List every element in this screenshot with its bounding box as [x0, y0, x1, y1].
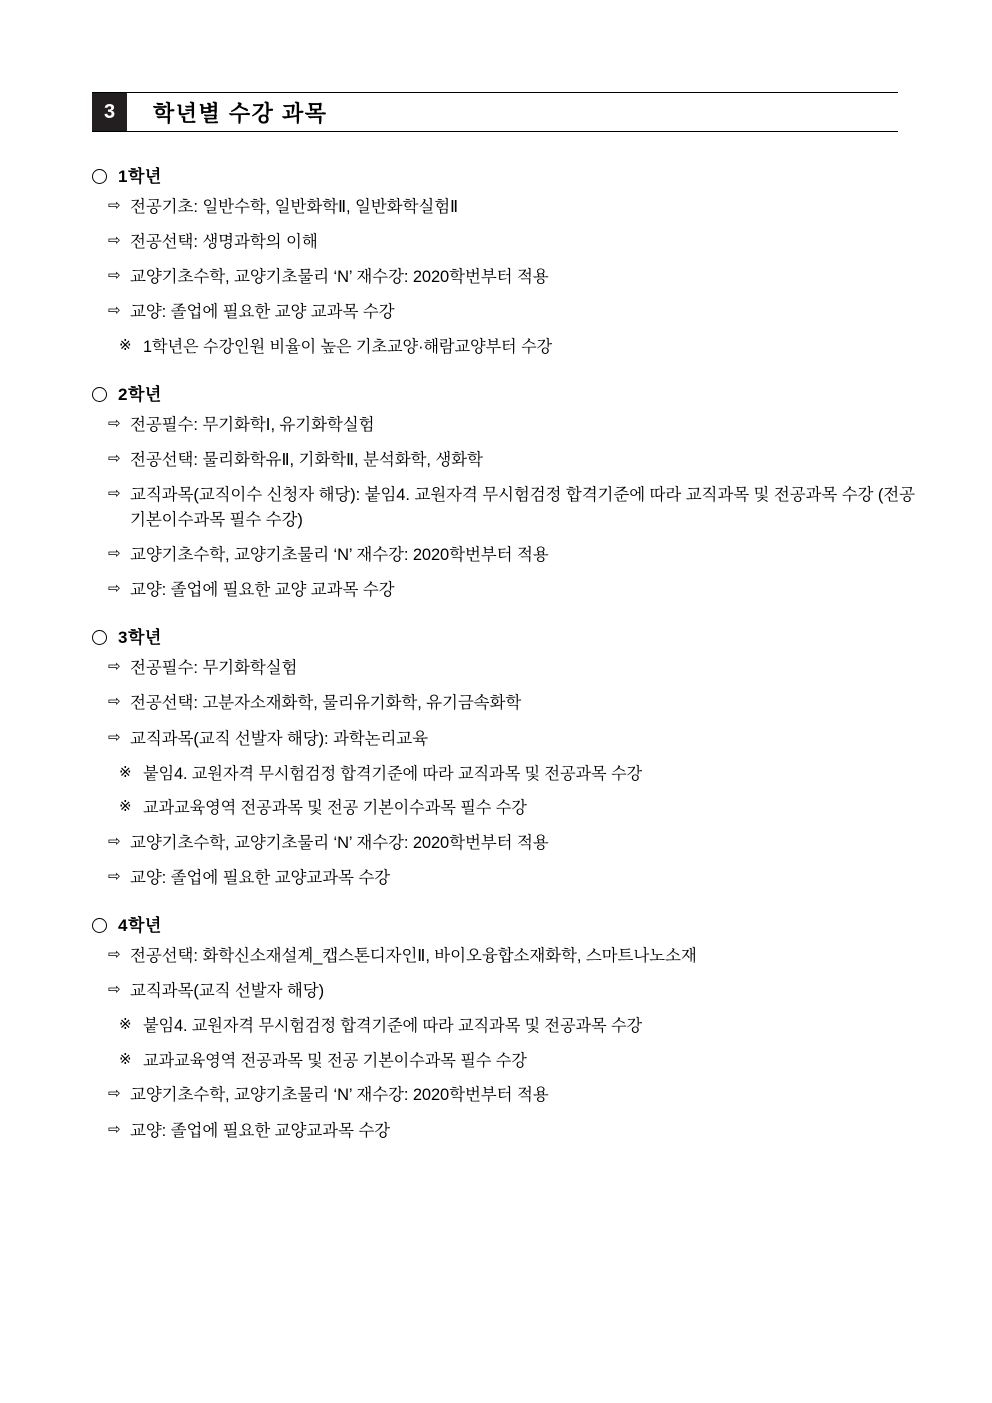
list-item-text: 교양: 졸업에 필요한 교양교과목 수강	[130, 868, 391, 887]
note-asterisk-icon: ※	[119, 1050, 132, 1068]
list-item	[92, 230, 942, 255]
list-item-text: 전공선택: 화학신소재설계_캡스톤디자인Ⅱ, 바이오융합소재화학, 스마트나노소재	[130, 947, 697, 966]
arrow-right-icon: ⇨	[108, 545, 121, 563]
list-item-text: 교양: 졸업에 필요한 교양교과목 수강	[130, 1121, 391, 1140]
section-number-badge: 3	[92, 93, 127, 131]
list-item-text: 교양기초수학, 교양기초물리 ‘N’ 재수강: 2020학번부터 적용	[130, 1086, 549, 1105]
list-item	[92, 1083, 942, 1108]
list-item	[92, 578, 942, 603]
circle-bullet-icon	[92, 387, 107, 402]
list-item-text: 전공필수: 무기화학Ⅰ, 유기화학실험	[130, 415, 375, 434]
list-item	[92, 448, 942, 473]
note-asterisk-icon: ※	[119, 1016, 132, 1034]
list-item-text: 교과교육영역 전공과목 및 전공 기본이수과목 필수 수강	[143, 799, 527, 818]
list-item	[92, 796, 942, 821]
grade-block	[92, 386, 942, 603]
list-item-text: 교양기초수학, 교양기초물리 ‘N’ 재수강: 2020학번부터 적용	[130, 546, 549, 565]
arrow-right-icon: ⇨	[108, 485, 121, 503]
list-item	[92, 866, 942, 891]
arrow-right-icon: ⇨	[108, 832, 121, 850]
circle-bullet-icon	[92, 918, 107, 933]
list-item	[92, 543, 942, 568]
note-asterisk-icon: ※	[119, 798, 132, 816]
section-header	[92, 92, 898, 132]
circle-bullet-icon	[92, 630, 107, 645]
list-item-text: 전공선택: 고분자소재화학, 물리유기화학, 유기금속화학	[130, 694, 522, 713]
grade-item-list	[92, 656, 942, 891]
arrow-right-icon: ⇨	[108, 197, 121, 214]
list-item	[92, 656, 942, 681]
list-item	[92, 300, 942, 325]
arrow-right-icon: ⇨	[108, 450, 121, 468]
list-item-text: 교양기초수학, 교양기초물리 ‘N’ 재수강: 2020학번부터 적용	[130, 833, 549, 852]
grade-label: 4학년	[118, 916, 162, 936]
list-item-text: 교직과목(교직 선발자 해당)	[130, 982, 324, 1001]
list-item	[92, 944, 942, 969]
grade-block	[92, 168, 942, 360]
list-item-text: 전공선택: 물리화학유Ⅱ, 기화학Ⅱ, 분석화학, 생화학	[130, 451, 483, 470]
arrow-right-icon: ⇨	[108, 1085, 121, 1103]
arrow-right-icon: ⇨	[108, 580, 121, 598]
list-item	[92, 1119, 942, 1144]
list-item	[92, 195, 942, 220]
list-item	[92, 979, 942, 1004]
arrow-right-icon: ⇨	[108, 414, 121, 432]
grade-item-list	[92, 413, 942, 603]
note-asterisk-icon: ※	[119, 337, 132, 355]
list-item	[92, 691, 942, 716]
arrow-right-icon: ⇨	[108, 658, 121, 676]
content-body	[92, 168, 942, 1170]
list-item-text: 교과교육영역 전공과목 및 전공 기본이수과목 필수 수강	[143, 1051, 527, 1070]
grade-heading	[92, 168, 942, 185]
grade-label: 1학년	[118, 167, 162, 186]
arrow-right-icon: ⇨	[108, 867, 121, 885]
list-item-text: 1학년은 수강인원 비율이 높은 기초교양·해람교양부터 수강	[143, 338, 553, 357]
list-item-text: 붙임4. 교원자격 무시험검정 합격기준에 따라 교직과목 및 전공과목 수강	[143, 1017, 643, 1036]
arrow-right-icon: ⇨	[108, 728, 121, 746]
list-item	[92, 831, 942, 856]
header-row	[92, 93, 898, 131]
grade-item-list	[92, 944, 942, 1144]
grade-block	[92, 917, 942, 1144]
grade-heading	[92, 917, 942, 934]
list-item	[92, 335, 942, 360]
note-asterisk-icon: ※	[119, 763, 132, 781]
arrow-right-icon: ⇨	[108, 693, 121, 711]
list-item-text: 붙임4. 교원자격 무시험검정 합격기준에 따라 교직과목 및 전공과목 수강	[143, 764, 643, 783]
list-item	[92, 413, 942, 438]
arrow-right-icon: ⇨	[108, 981, 121, 999]
header-bottom-rule	[92, 131, 898, 132]
list-item-text: 교양: 졸업에 필요한 교양 교과목 수강	[130, 581, 395, 600]
list-item	[92, 727, 942, 752]
grade-label: 2학년	[118, 384, 162, 404]
list-item-text: 전공기초: 일반수학, 일반화학Ⅱ, 일반화학실험Ⅱ	[130, 198, 459, 216]
circle-bullet-icon	[92, 169, 107, 184]
grade-item-list	[92, 195, 942, 360]
list-item	[92, 483, 942, 533]
grade-heading	[92, 386, 942, 403]
list-item-text: 교직과목(교직 선발자 해당): 과학논리교육	[130, 729, 428, 748]
page-title: 학년별 수강 과목	[153, 100, 328, 126]
list-item-text: 교양: 졸업에 필요한 교양 교과목 수강	[130, 303, 395, 322]
grade-label: 3학년	[118, 628, 162, 648]
arrow-right-icon: ⇨	[108, 946, 121, 964]
list-item	[92, 762, 942, 787]
list-item	[92, 265, 942, 290]
list-item-text: 교양기초수학, 교양기초물리 ‘N’ 재수강: 2020학번부터 적용	[130, 268, 549, 287]
grade-heading	[92, 629, 942, 646]
arrow-right-icon: ⇨	[108, 232, 121, 250]
list-item	[92, 1049, 942, 1074]
list-item-text: 교직과목(교직이수 신청자 해당): 붙임4. 교원자격 무시험검정 합격기준에 따라 교직과목 및 전공과목 수강 (전공 기본이수과목 필수 수강)	[130, 486, 915, 530]
list-item-text: 전공필수: 무기화학실험	[130, 659, 298, 678]
arrow-right-icon: ⇨	[108, 302, 121, 320]
arrow-right-icon: ⇨	[108, 1120, 121, 1138]
arrow-right-icon: ⇨	[108, 267, 121, 285]
grade-block	[92, 629, 942, 891]
list-item-text: 전공선택: 생명과학의 이해	[130, 233, 318, 252]
list-item	[92, 1014, 942, 1039]
